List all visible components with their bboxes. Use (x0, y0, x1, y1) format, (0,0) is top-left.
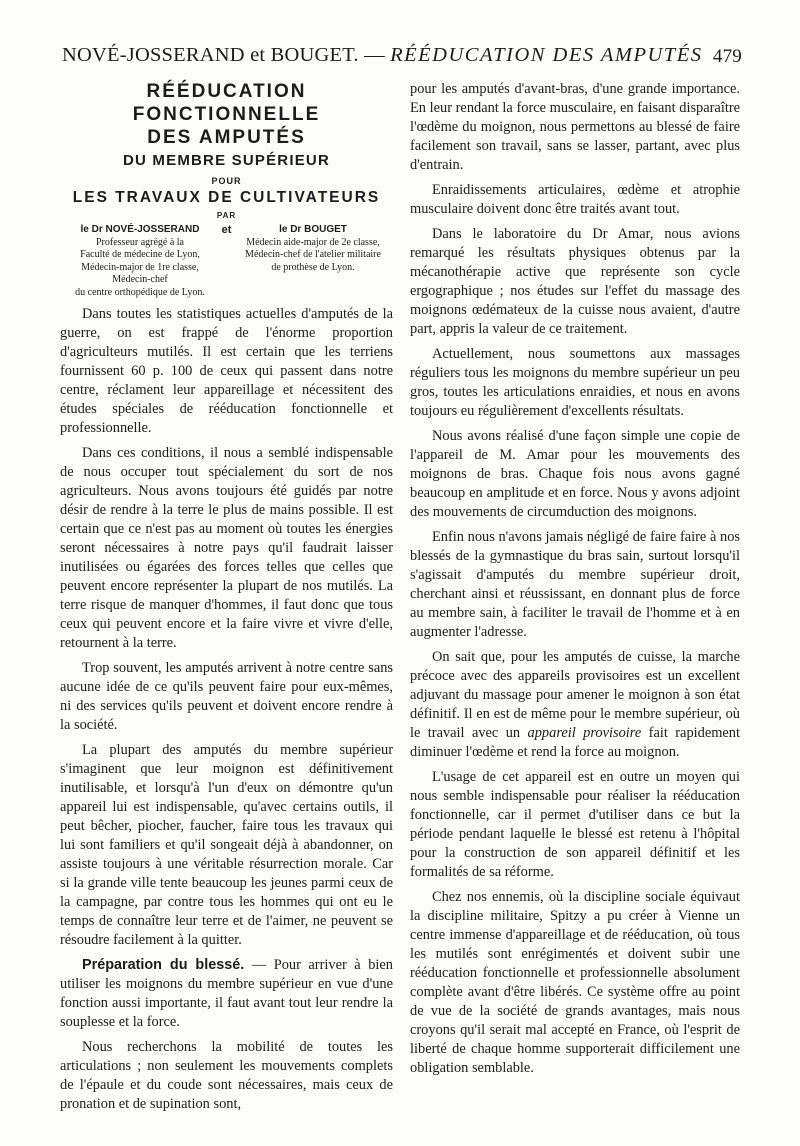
author-2-affiliation-3: de prothèse de Lyon. (271, 261, 355, 273)
article-title-line-2: FONCTIONNELLE (132, 104, 321, 125)
author-1-affiliation-2: Faculté de médecine de Lyon, (80, 249, 200, 260)
paragraph: Trop souvent, les amputés arrivent à notre centre sans aucune idée de ce qu'ils peuvent faire pour eux-mêmes, ni des services qu'ils peuvent et doivent encore rendre à la société. (60, 660, 393, 733)
paragraph: Actuellement, nous soumettons aux massages réguliers tous les moignons du membre supérieur un peu gros, toutes les articulations enraidies, et nous en avons toujours eu régulièrement d'excellents résultats. (410, 346, 740, 419)
paragraph: Enfin nous n'avons jamais négligé de faire faire à nos blessés de la gymnastique du bras sain, surtout lorsqu'il s'agissait d'amputés du membre supérieur droit, cherchant ainsi et réussissant, en donnant plus de force au membre sain, à faciliter le travail de l'homme et à en augmenter l'adresse. (410, 529, 740, 640)
running-head-title: RÉÉDUCATION DES AMPUTÉS (390, 44, 703, 66)
author-1-affiliation-3: Médecin-major de 1re classe, (81, 261, 199, 273)
article-title-line-1: RÉÉDUCATION (146, 81, 307, 102)
author-1-affiliation-4: Médecin-chef (112, 274, 168, 285)
running-head (62, 44, 742, 67)
paragraph-text: On sait que, pour les amputés de cuisse, la marche précoce avec des appareils provisoires est un excellent adjuvant du massage pour amener le moignon à son état définitif. Il en est de même pour le membre supérieur, où le travail avec un (410, 649, 740, 741)
section-heading: Préparation du blessé. (82, 957, 245, 973)
author-1 (60, 224, 220, 299)
paragraph-text: fait rapidement diminuer l'œdème et rend la force au moignon. (410, 725, 740, 760)
paragraph: Chez nos ennemis, où la discipline sociale équivaut la discipline militaire, Spitzy a pu créer à Vienne un centre immense d'appareillage et de rééducation, où tous les mutilés sont enrégimentés et doivent subir une rééducation fonctionnelle et professionnelle absolument complète avant d'être libérés. Ce système offre au point de vue de la société de grands avantages, mais nous croyons qu'il serait mal accepté en France, où l'esprit de liberté de chaque homme supporterait difficilement une obligation semblable. (410, 889, 740, 1076)
author-1-name: le Dr NOVÉ-JOSSERAND (80, 224, 200, 235)
paragraph: Dans toutes les statistiques actuelles d'amputés de la guerre, on est frappé de l'énorme proportion d'agriculteurs mutilés. Il est certain que les terriens fournissent 60 p. 100 de ceux qui passent dans notre centre, réclament leur appareillage et nécessitent des études spéciales de rééducation fonctionnelle et professionnelle. (60, 306, 393, 436)
author-1-affiliation-5: du centre orthopédique de Lyon. (75, 286, 205, 298)
author-2 (233, 224, 393, 299)
article-title-block (60, 80, 393, 222)
paragraph: Enraidissements articulaires, œdème et atrophie musculaire doivent donc être traités avant tout. (410, 182, 740, 217)
authors-conjunction: et (221, 224, 232, 236)
left-body (60, 305, 393, 1114)
paragraph (410, 648, 740, 762)
author-2-affiliation-2: Médecin-chef de l'atelier militaire (245, 249, 381, 260)
paragraph: La plupart des amputés du membre supérieur s'imaginent que leur moignon est définitivement inutilisable, et lorsqu'à l'un d'eux on démontre qu'un appareil lui est indispensable, qu'avec certains outils, il peut bêcher, piocher, faucher, faire tous les travaux qui lui sont familiers et qu'il songeait déjà à abandonner, on assiste toujours à une véritable résurrection morale. Car si la grande ville tente beaucoup les jeunes parmi ceux de la campagne, par contre tous les hommes qui ont eu le temps de connaître leur terre et de l'aimer, ne peuvent se résoudre facilement à la quitter. (60, 742, 393, 948)
running-head-separator: — (358, 44, 391, 66)
article-subtitle-2: POUR (211, 176, 242, 186)
author-2-affiliation-1: Médecin aide-major de 2e classe, (246, 236, 380, 248)
left-column (60, 80, 393, 1120)
right-column (410, 80, 740, 1084)
page-number: 479 (712, 46, 742, 67)
paragraph: Nous avons réalisé d'une façon simple une copie de l'appareil de M. Amar pour les mouvements des moignons de bras. Chaque fois nous avons gagné beaucoup en amplitude et en force. Nous y avons adjoint des mouvements de circumduction des moignons. (410, 428, 740, 520)
authors-block (60, 224, 393, 299)
article-title-line-3: DES AMPUTÉS (147, 127, 306, 148)
emphasis: appareil provisoire (527, 725, 642, 741)
byline-par: PAR (216, 211, 237, 220)
paragraph: L'usage de cet appareil est en outre un moyen qui nous semble indispensable pour réaliser la rééducation fonctionnelle, car il permet d'utiliser dans ce but la période pendant laquelle le blessé est retenu à l'hôpital pour la construction de son appareil définitif et les formalités de sa réforme. (410, 769, 740, 880)
article-subtitle-1: DU MEMBRE SUPÉRIEUR (123, 152, 330, 169)
paragraph: pour les amputés d'avant-bras, d'une grande importance. En leur rendant la force musculaire, en faisant disparaître l'œdème du moignon, nous permettons au blessé de faire facilement son travail, sans se lasser, partant, avec plus d'entrain. (410, 81, 740, 173)
author-1-affiliation-1: Professeur agrégé à la (95, 236, 184, 248)
author-2-name: le Dr BOUGET (279, 224, 347, 235)
paragraph-text: — Pour arriver à bien utiliser les moignons du membre supérieur en vue d'une fonction aussi importante, il faut avant tout leur rendre la souplesse et la force. (60, 957, 393, 1030)
paragraph: Dans ces conditions, il nous a semblé indispensable de nous occuper tout spécialement du sort de nos agriculteurs. Nous avons toujours été guidés par notre désir de rendre à la terre le plus de mains possible. Il est certain que ce n'est pas au moment où toutes les énergies seront nécessaires à notre pays qu'il faudrait laisser inutilisées ou égarées des forces telles que celles que peuvent encore représenter la plupart de nos mutilés. La terre risque de manquer d'hommes, il faut donc que tous ceux qui peuvent encore et la faire vivre et vivre d'elle, retournent à la terre. (60, 445, 393, 651)
running-head-authors: NOVÉ-JOSSERAND et BOUGET. (62, 44, 359, 66)
article-subtitle-3: LES TRAVAUX DE CULTIVATEURS (72, 189, 381, 206)
paragraph (60, 956, 393, 1032)
paragraph: Nous recherchons la mobilité de toutes les articulations ; non seulement les mouvements complets de l'épaule et du coude sont nécessaires, mais ceux de pronation et de supination sont, (60, 1039, 393, 1112)
paragraph: Dans le laboratoire du Dr Amar, nous avions remarqué les résultats physiques obtenus par la mécanothérapie active que représente son cycle ergographique ; nos études sur l'effet du massage des moignons œdémateux de la cuisse nous avaient, d'autre part, appris la valeur de ce traitement. (410, 226, 740, 337)
